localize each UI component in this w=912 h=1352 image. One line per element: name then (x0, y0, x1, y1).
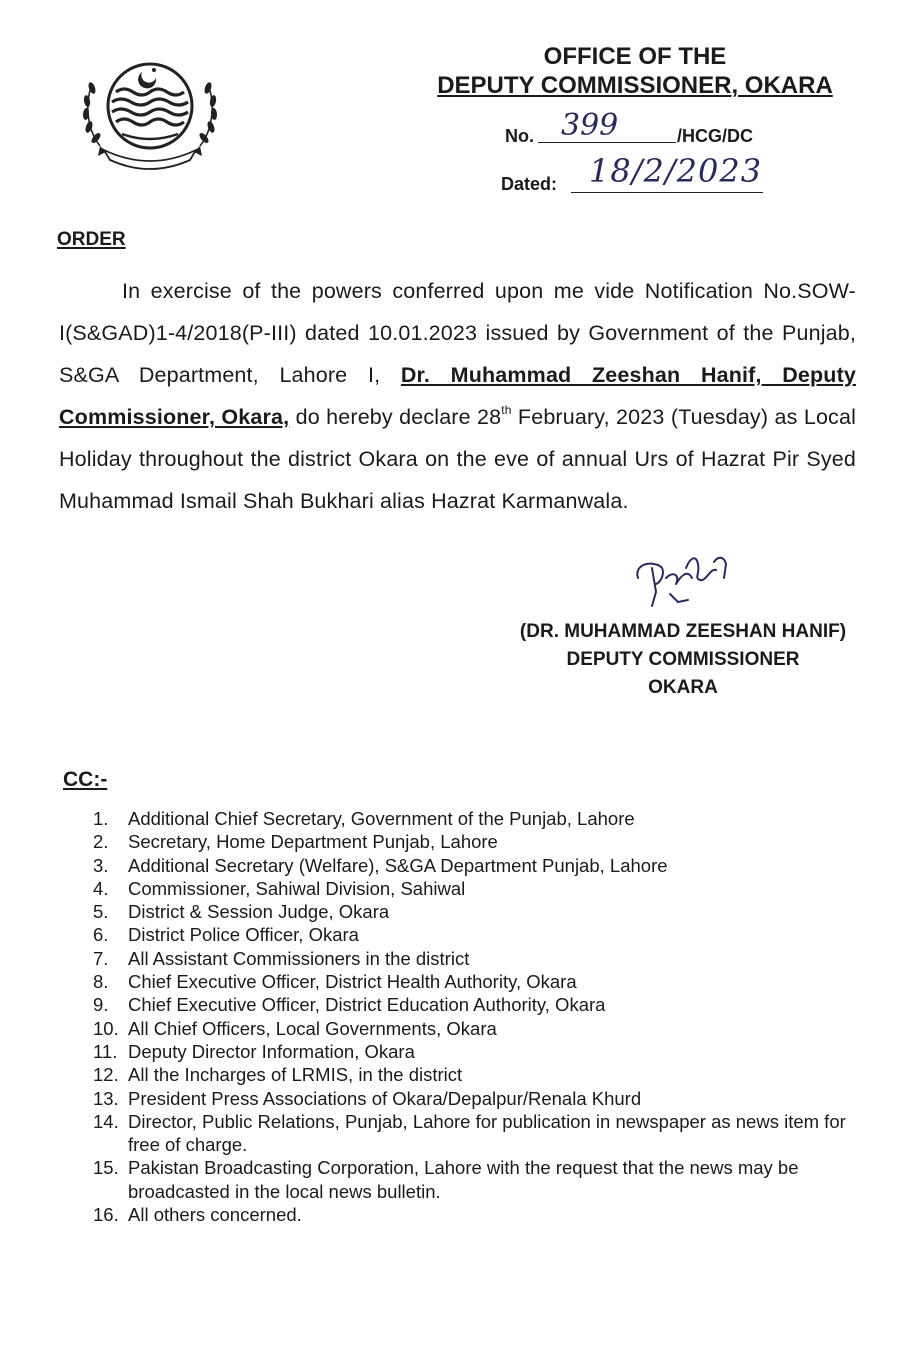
list-item (93, 1087, 863, 1110)
list-item-number: 1. (93, 808, 109, 829)
list-item-number: 4. (93, 877, 109, 899)
list-item-text: All the Incharges of LRMIS, in the district (128, 1064, 463, 1086)
handwritten-number: 399 (561, 108, 619, 143)
punjab-emblem-icon (70, 46, 230, 176)
list-item (93, 854, 863, 877)
list-item-text: Additional Secretary (Welfare), S&GA Department Punjab, Lahore (128, 854, 668, 876)
list-item-number: 13. (93, 1087, 119, 1109)
named-officer: Dr. Muhammad Zeeshan Hanif, Deputy Commissioner, Okara, (59, 363, 856, 429)
list-item (93, 877, 863, 900)
list-item-number: 2. (93, 831, 109, 853)
handwritten-date: 18/2/2023 (589, 152, 763, 190)
list-item (93, 1017, 863, 1040)
list-item-text: Commissioner, Sahiwal Division, Sahiwal (128, 877, 466, 899)
list-item-number: 10. (93, 1017, 119, 1039)
list-item (93, 1203, 863, 1226)
list-item (93, 947, 863, 970)
list-item-text: President Press Associations of Okara/Depalpur/Renala Khurd (128, 1087, 642, 1109)
list-item-text: Chief Executive Officer, District Health Authority, Okara (128, 971, 577, 993)
list-item-number: 11. (93, 1040, 118, 1062)
list-item (93, 1040, 863, 1063)
ordinal-suffix: th (501, 403, 512, 417)
number-suffix: /HCG/DC (677, 126, 753, 146)
signatory-station: OKARA (648, 677, 718, 698)
office-line-2: DEPUTY COMMISSIONER, OKARA (437, 72, 833, 99)
list-item-number: 9. (93, 994, 109, 1016)
list-item-text: All Assistant Commissioners in the district (128, 947, 470, 969)
office-line-1: OFFICE OF THE (543, 43, 727, 70)
list-item-number: 12. (93, 1064, 119, 1086)
order-body (59, 270, 856, 522)
list-item (93, 993, 863, 1016)
order-text-middle: do hereby declare 28 (289, 405, 502, 429)
list-item (93, 807, 863, 830)
list-item-number: 5. (93, 901, 109, 923)
list-item (93, 830, 863, 853)
list-item-number: 16. (93, 1204, 119, 1226)
cc-list (93, 807, 863, 1226)
list-item-text: Pakistan Broadcasting Corporation, Lahore with the request that the news may be broadcasted in the local news bulletin. (128, 1157, 799, 1202)
order-paragraph (59, 270, 856, 522)
list-item (93, 1110, 863, 1157)
signatory-block (508, 618, 858, 702)
list-item-number: 15. (93, 1157, 119, 1179)
list-item (93, 923, 863, 946)
list-item (93, 1063, 863, 1086)
signature-icon (630, 548, 740, 616)
list-item-text: Additional Chief Secretary, Government of the Punjab, Lahore (128, 808, 635, 829)
order-heading: ORDER (57, 229, 126, 250)
list-item-number: 7. (93, 947, 109, 969)
order-text-after: February, 2023 (Tuesday) as Local Holiday throughout the district Okara on the eve of annual Urs of Hazrat Pir Syed Muhammad Ismail Shah Bukhari alias Hazrat Karmanwala. (59, 405, 856, 513)
office-title (405, 42, 865, 100)
list-item-text: District & Session Judge, Okara (128, 901, 390, 923)
list-item (93, 1156, 863, 1203)
list-item-text: Director, Public Relations, Punjab, Lahore for publication in newspaper as news item for free of charge. (128, 1110, 846, 1156)
list-item-text: District Police Officer, Okara (128, 924, 359, 946)
dated-label: Dated: (501, 174, 558, 194)
list-item-text: Chief Executive Officer, District Education Authority, Okara (128, 994, 606, 1016)
list-item-text: Deputy Director Information, Okara (128, 1040, 415, 1062)
signatory-designation: DEPUTY COMMISSIONER (566, 649, 800, 670)
list-item-number: 6. (93, 924, 109, 946)
list-item-number: 8. (93, 971, 109, 993)
list-item-number: 14. (93, 1110, 119, 1132)
cc-heading: CC:- (63, 768, 108, 791)
list-item (93, 970, 863, 993)
list-item-text: All others concerned. (128, 1204, 302, 1226)
number-label: No. (505, 126, 534, 146)
signatory-name: (DR. MUHAMMAD ZEESHAN HANIF) (519, 621, 847, 642)
list-item-text: Secretary, Home Department Punjab, Lahore (128, 831, 498, 853)
list-item (93, 900, 863, 923)
order-text-before: In exercise of the powers conferred upon me vide Notification No.SOW-I(S&GAD)1-4/2018(P-III) dated 10.01.2023 issued by Government of the Punjab, S&GA Department, Lahore I, (59, 279, 856, 387)
list-item-number: 3. (93, 854, 109, 876)
list-item-text: All Chief Officers, Local Governments, Okara (128, 1017, 497, 1039)
